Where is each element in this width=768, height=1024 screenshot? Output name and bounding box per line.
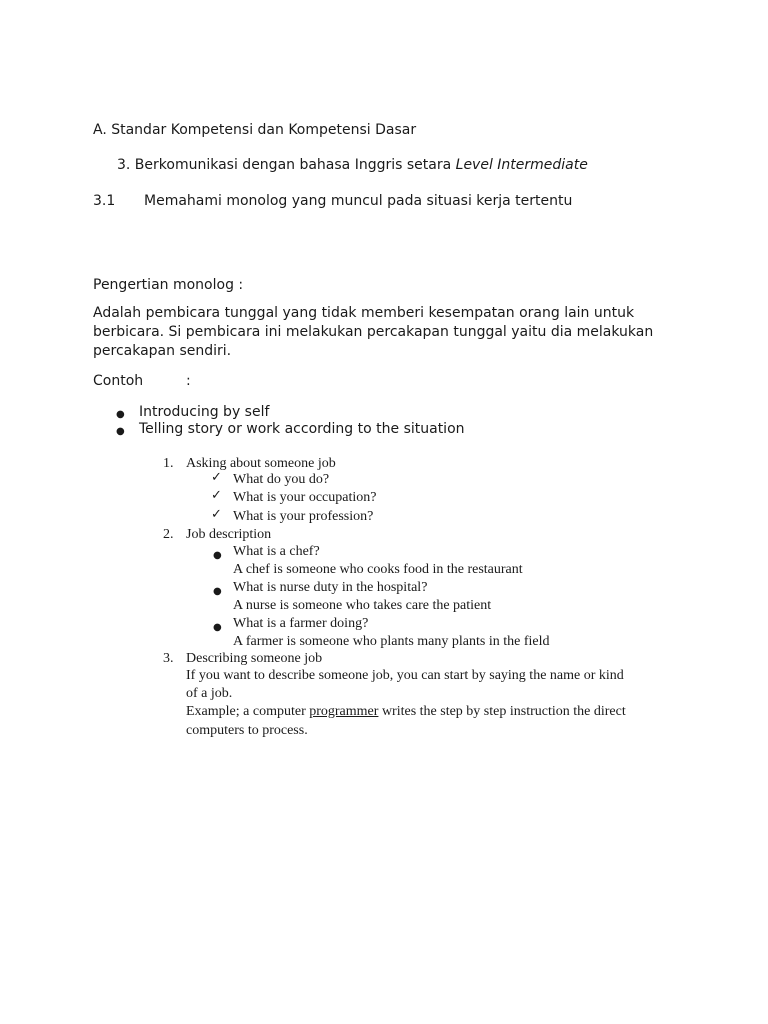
bullet-dot: ● xyxy=(213,622,222,633)
description-line: computers to process. xyxy=(186,723,308,738)
list-item-title: Job description xyxy=(186,527,272,542)
example-sentence xyxy=(186,703,626,721)
list-number: 1. xyxy=(163,456,174,471)
definition-line: berbicara. Si pembicara ini melakukan percakapan tunggal yaitu dia melakukan xyxy=(93,324,654,340)
section-a-heading: A. Standar Kompetensi dan Kompetensi Dasar xyxy=(93,122,417,138)
bullet-dot: ● xyxy=(116,426,125,437)
definition-line: percakapan sendiri. xyxy=(93,343,232,359)
definition-paragraph xyxy=(93,304,683,361)
answer-text: A farmer is someone who plants many plants in the field xyxy=(233,634,550,649)
example-colon: : xyxy=(186,373,191,389)
answer-text: A chef is someone who cooks food in the restaurant xyxy=(233,562,523,577)
competency-standard xyxy=(117,156,588,175)
definition-heading: Pengertian monolog : xyxy=(93,277,244,293)
example-prefix: Example; a computer xyxy=(186,704,310,719)
check-item: What is your occupation? xyxy=(233,490,377,505)
example-suffix: writes the step by step instruction the direct xyxy=(378,704,626,719)
answer-text: A nurse is someone who takes care the patient xyxy=(233,598,492,613)
check-item: What is your profession? xyxy=(233,509,374,524)
checkmark-icon: ✓ xyxy=(211,470,222,485)
bullet-dot: ● xyxy=(213,586,222,597)
list-number: 3. xyxy=(163,651,174,666)
basic-competency-number: 3.1 xyxy=(93,193,116,209)
bullet-item: Introducing by self xyxy=(139,404,270,420)
checkmark-icon: ✓ xyxy=(211,488,222,503)
description-line: of a job. xyxy=(186,686,233,701)
list-number: 2. xyxy=(163,527,174,542)
basic-competency-text: Memahami monolog yang muncul pada situasi kerja tertentu xyxy=(144,193,573,209)
check-item: What do you do? xyxy=(233,472,330,487)
definition-line: Adalah pembicara tunggal yang tidak memberi kesempatan orang lain untuk xyxy=(93,305,635,321)
competency-level: Level Intermediate xyxy=(455,157,588,173)
list-item-title: Asking about someone job xyxy=(186,456,336,471)
bullet-dot: ● xyxy=(116,409,125,420)
question-text: What is a chef? xyxy=(233,544,320,559)
description-line: If you want to describe someone job, you can start by saying the name or kind xyxy=(186,668,624,683)
competency-text: 3. Berkomunikasi dengan bahasa Inggris setara xyxy=(117,157,456,173)
list-item-title: Describing someone job xyxy=(186,651,323,666)
bullet-dot: ● xyxy=(213,550,222,561)
bullet-item: Telling story or work according to the situation xyxy=(139,421,465,437)
checkmark-icon: ✓ xyxy=(211,507,222,522)
example-label: Contoh xyxy=(93,373,144,389)
question-text: What is a farmer doing? xyxy=(233,616,369,631)
question-text: What is nurse duty in the hospital? xyxy=(233,580,428,595)
example-underlined-word: programmer xyxy=(309,704,379,719)
